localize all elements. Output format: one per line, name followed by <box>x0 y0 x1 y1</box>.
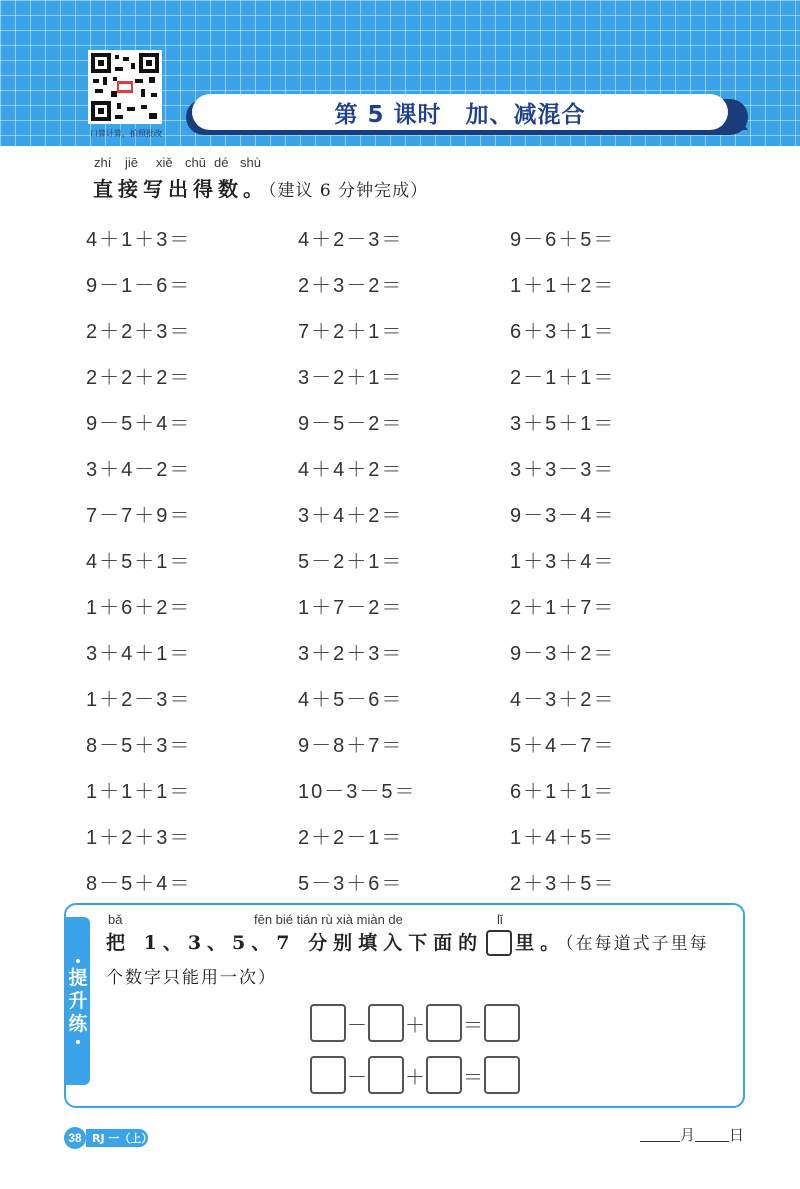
problem[interactable]: 9－3－4＝ <box>510 504 616 527</box>
minus-sign: － <box>347 1066 367 1089</box>
problem[interactable]: 1＋6＋2＝ <box>86 596 192 619</box>
answer-box[interactable] <box>484 1056 520 1094</box>
problem[interactable]: 1＋1＋1＝ <box>86 780 192 803</box>
pinyin-jie: jiē <box>125 155 139 170</box>
plus-sign: ＋ <box>405 1066 425 1089</box>
answer-box[interactable] <box>426 1056 462 1094</box>
question-text: 把 1、3、5、7 分别填入下面的 <box>106 932 484 954</box>
answer-box[interactable] <box>368 1004 404 1042</box>
boost-question-line-2 <box>106 963 277 988</box>
pinyin-de: dé <box>214 155 229 170</box>
problem[interactable]: 5－2＋1＝ <box>298 550 404 573</box>
problem[interactable]: 2－1＋1＝ <box>510 366 616 389</box>
equation-row-1 <box>310 1003 540 1043</box>
problem[interactable]: 4＋2－3＝ <box>298 228 404 251</box>
plus-sign: ＋ <box>405 1014 425 1037</box>
qr-code-icon[interactable] <box>88 50 162 124</box>
title-bar <box>192 94 728 130</box>
problem[interactable]: 4＋5－6＝ <box>298 688 404 711</box>
problem[interactable]: 3＋3－3＝ <box>510 458 616 481</box>
title-decoration <box>728 116 748 130</box>
day-blank[interactable] <box>695 1127 729 1142</box>
problem[interactable]: 4－3＋2＝ <box>510 688 616 711</box>
answer-box[interactable] <box>310 1056 346 1094</box>
answer-box[interactable] <box>426 1004 462 1042</box>
problem[interactable]: 2＋2＋2＝ <box>86 366 192 389</box>
answer-box[interactable] <box>310 1004 346 1042</box>
equals-sign: ＝ <box>463 1066 483 1089</box>
month-blank[interactable] <box>640 1127 680 1142</box>
problem[interactable]: 9－3＋2＝ <box>510 642 616 665</box>
problem[interactable]: 6＋3＋1＝ <box>510 320 616 343</box>
pinyin-shu: shù <box>240 155 261 170</box>
pinyin-xie: xiě <box>156 155 173 170</box>
instruction <box>93 173 428 202</box>
problem[interactable]: 4＋5＋1＝ <box>86 550 192 573</box>
minus-sign: － <box>347 1014 367 1037</box>
problem[interactable]: 9－1－6＝ <box>86 274 192 297</box>
instruction-note: （建议 6 分钟完成） <box>268 181 429 201</box>
problem[interactable]: 6＋1＋1＝ <box>510 780 616 803</box>
pinyin-zhi: zhí <box>94 155 112 170</box>
equals-sign: ＝ <box>463 1014 483 1037</box>
problem[interactable]: 2＋2＋3＝ <box>86 320 192 343</box>
problem[interactable]: 3＋5＋1＝ <box>510 412 616 435</box>
boost-question-line-1 <box>106 928 709 956</box>
problem[interactable]: 7－7＋9＝ <box>86 504 192 527</box>
page-number: 38 <box>64 1127 86 1149</box>
problem[interactable]: 5－3＋6＝ <box>298 872 404 895</box>
problem[interactable]: 9－6＋5＝ <box>510 228 616 251</box>
instruction-text: 直接写出得数。 <box>93 177 268 201</box>
problem[interactable]: 1＋3＋4＝ <box>510 550 616 573</box>
answer-box[interactable] <box>368 1056 404 1094</box>
problem[interactable]: 5＋4－7＝ <box>510 734 616 757</box>
problem[interactable]: 3－2＋1＝ <box>298 366 404 389</box>
problem[interactable]: 3＋4＋1＝ <box>86 642 192 665</box>
problem[interactable]: 3＋4＋2＝ <box>298 504 404 527</box>
problem[interactable]: 4＋4＋2＝ <box>298 458 404 481</box>
problem-grid <box>86 214 686 904</box>
month-label: 月 <box>680 1126 696 1144</box>
problem[interactable]: 9－5－2＝ <box>298 412 404 435</box>
date-fill <box>640 1124 744 1145</box>
problem[interactable]: 9－5＋4＝ <box>86 412 192 435</box>
day-label: 日 <box>729 1126 745 1144</box>
problem[interactable]: 3＋4－2＝ <box>86 458 192 481</box>
question-text-2: 里。 <box>515 932 566 954</box>
problem[interactable]: 2＋3＋5＝ <box>510 872 616 895</box>
problem[interactable]: 8－5＋3＝ <box>86 734 192 757</box>
problem[interactable]: 1＋7－2＝ <box>298 596 404 619</box>
pinyin-li: lǐ <box>497 912 503 927</box>
problem[interactable]: 2＋3－2＝ <box>298 274 404 297</box>
problem[interactable]: 8－5＋4＝ <box>86 872 192 895</box>
problem[interactable]: 4＋1＋3＝ <box>86 228 192 251</box>
problem[interactable]: 7＋2＋1＝ <box>298 320 404 343</box>
answer-box[interactable] <box>484 1004 520 1042</box>
edition-tag: RJ 一（上） <box>86 1129 148 1147</box>
problem[interactable]: 2＋2－1＝ <box>298 826 404 849</box>
problem[interactable]: 1＋1＋2＝ <box>510 274 616 297</box>
qr-caption: 口算计算，拍照批改 <box>90 129 162 138</box>
tab-char: 练 <box>68 1012 88 1035</box>
dot-icon <box>76 959 80 963</box>
equation-row-2 <box>310 1055 540 1095</box>
question-note-cont: 个数字只能用一次） <box>106 968 277 988</box>
problem[interactable]: 2＋1＋7＝ <box>510 596 616 619</box>
problem[interactable]: 10－3－5＝ <box>298 780 417 803</box>
pinyin-fenbie: fēn bié tián rù xià miàn de <box>254 912 403 927</box>
problem[interactable]: 9－8＋7＝ <box>298 734 404 757</box>
problem[interactable]: 1＋2＋3＝ <box>86 826 192 849</box>
boost-section-tab <box>66 917 90 1085</box>
page-title: 第 5 课时 加、减混合 <box>334 101 586 128</box>
problem[interactable]: 3＋2＋3＝ <box>298 642 404 665</box>
question-note: （在每道式子里每 <box>565 934 709 954</box>
answer-box-sample <box>486 930 512 956</box>
problem[interactable]: 1＋4＋5＝ <box>510 826 616 849</box>
tab-char: 升 <box>68 989 88 1012</box>
pinyin-ba: bǎ <box>108 912 123 927</box>
tab-char: 提 <box>68 966 88 989</box>
pinyin-chu: chū <box>185 155 206 170</box>
problem[interactable]: 1＋2－3＝ <box>86 688 192 711</box>
dot-icon <box>76 1040 80 1044</box>
